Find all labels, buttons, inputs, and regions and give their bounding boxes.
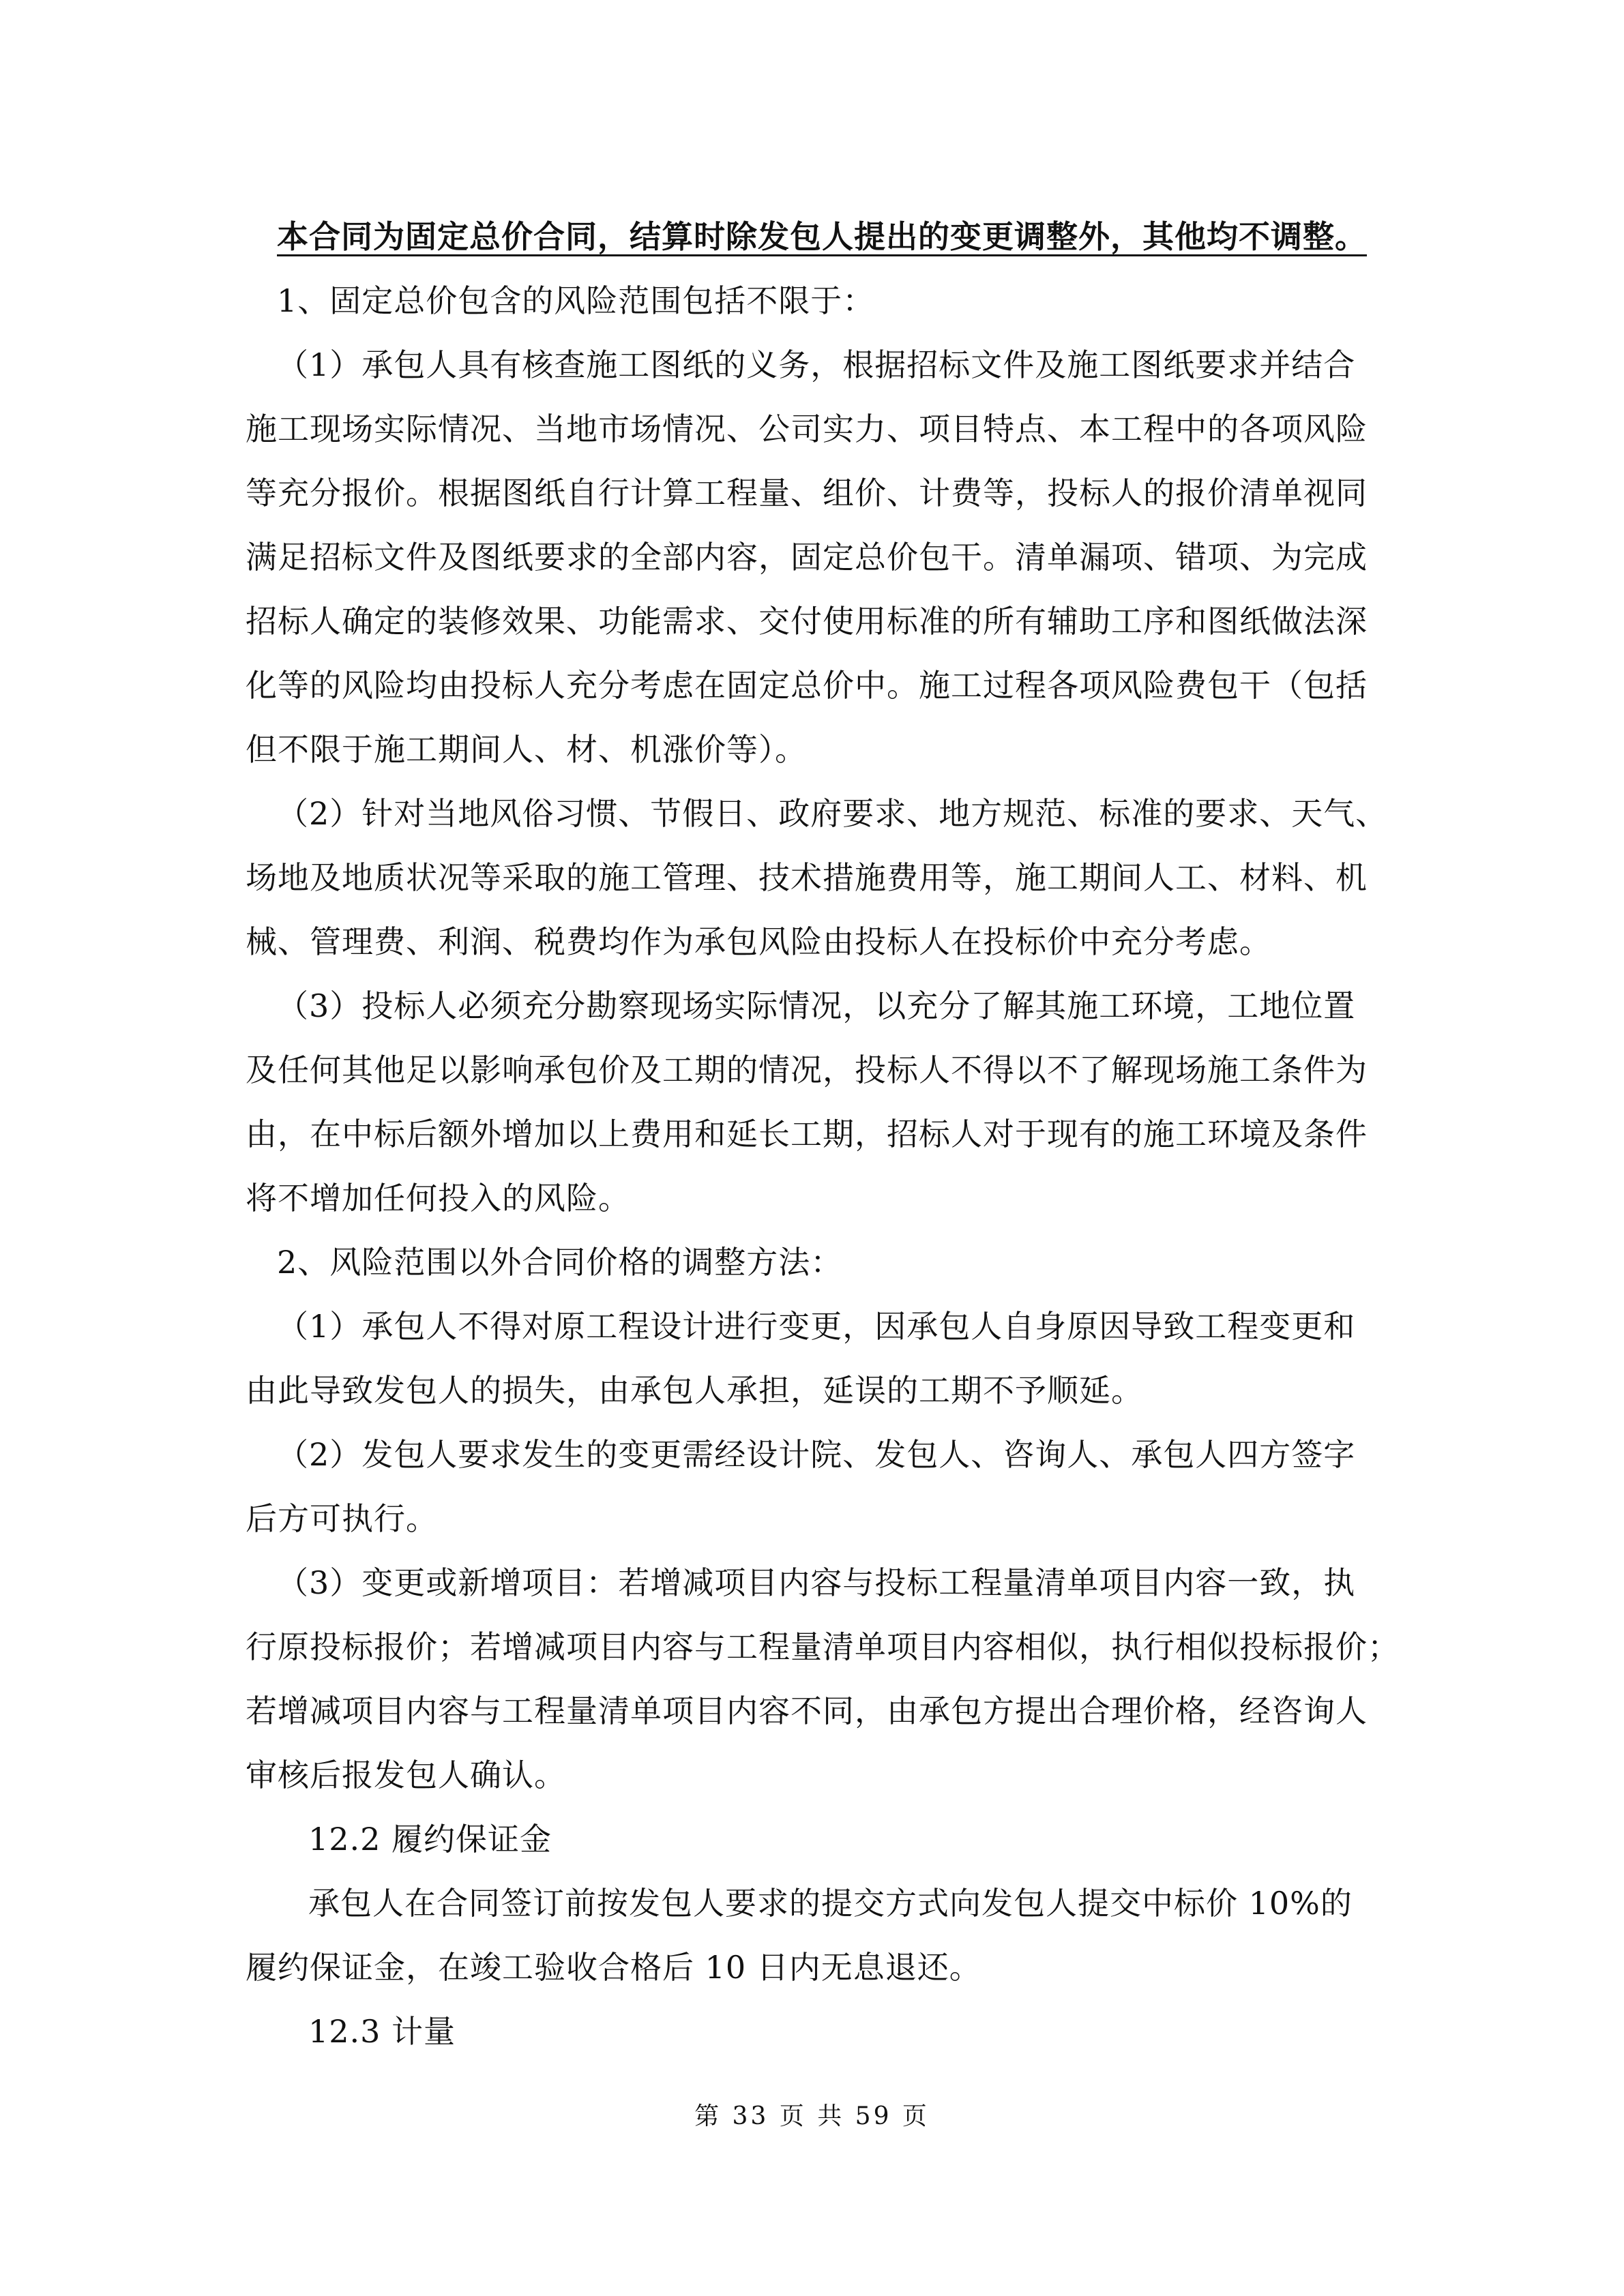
text-line: 由此导致发包人的损失，由承包人承担，延误的工期不予顺延。 — [246, 1372, 1143, 1409]
text-line: （1）承包人不得对原工程设计进行变更，因承包人自身原因导致工程变更和 — [277, 1308, 1356, 1345]
text-line: （2）针对当地风俗习惯、节假日、政府要求、地方规范、标准的要求、天气、 — [277, 795, 1388, 832]
text-line: （2）发包人要求发生的变更需经设计院、发包人、咨询人、承包人四方签字 — [277, 1436, 1356, 1473]
text-line: 2、风险范围以外合同价格的调整方法： — [277, 1244, 843, 1281]
text-line: 施工现场实际情况、当地市场情况、公司实力、项目特点、本工程中的各项风险 — [246, 411, 1368, 447]
text-line: 等充分报价。根据图纸自行计算工程量、组价、计费等，投标人的报价清单视同 — [246, 475, 1368, 511]
text-line: 化等的风险均由投标人充分考虑在固定总价中。施工过程各项风险费包干（包括 — [246, 667, 1368, 704]
text-line: 若增减项目内容与工程量清单项目内容不同，由承包方提出合理价格，经咨询人 — [246, 1693, 1368, 1729]
text-line: （1）承包人具有核查施工图纸的义务，根据招标文件及施工图纸要求并结合 — [277, 346, 1356, 383]
paragraph-lines — [246, 269, 1400, 2063]
text-line: 行原投标报价；若增减项目内容与工程量清单项目内容相似，执行相似投标报价； — [246, 1628, 1400, 1665]
text-line: 招标人确定的装修效果、功能需求、交付使用标准的所有辅助工序和图纸做法深 — [246, 603, 1368, 640]
text-line: 审核后报发包人确认。 — [246, 1757, 566, 1793]
text-line: 履约保证金，在竣工验收合格后 10 日内无息退还。 — [246, 1949, 981, 1986]
text-line: 将不增加任何投入的风险。 — [246, 1180, 630, 1217]
text-line: （3）投标人必须充分勘察现场实际情况，以充分了解其施工环境，工地位置 — [277, 987, 1356, 1024]
text-line: 12.3 计量 — [308, 2013, 456, 2050]
document-body — [246, 205, 1400, 2063]
text-line: 后方可执行。 — [246, 1500, 438, 1537]
text-line: 但不限于施工期间人、材、机涨价等）。 — [246, 731, 807, 768]
text-line: 由，在中标后额外增加以上费用和延长工期，招标人对于现有的施工环境及条件 — [246, 1116, 1368, 1152]
text-line: 12.2 履约保证金 — [308, 1821, 552, 1858]
clause-heading: 本合同为固定总价合同，结算时除发包人提出的变更调整外，其他均不调整。 — [277, 218, 1367, 255]
text-line: 场地及地质状况等采取的施工管理、技术措施费用等，施工期间人工、材料、机 — [246, 859, 1368, 896]
text-line: 械、管理费、利润、税费均作为承包风险由投标人在投标价中充分考虑。 — [246, 923, 1271, 960]
text-line: 满足招标文件及图纸要求的全部内容，固定总价包干。清单漏项、错项、为完成 — [246, 539, 1368, 576]
text-line: 承包人在合同签订前按发包人要求的提交方式向发包人提交中标价 10%的 — [308, 1885, 1353, 1922]
text-line: （3）变更或新增项目：若增减项目内容与投标工程量清单项目内容一致，执 — [277, 1564, 1356, 1601]
page-number-footer: 第 33 页 共 59 页 — [694, 2102, 930, 2130]
text-line: 及任何其他足以影响承包价及工期的情况，投标人不得以不了解现场施工条件为 — [246, 1052, 1368, 1088]
text-line: 1、固定总价包含的风险范围包括不限于： — [277, 282, 875, 319]
